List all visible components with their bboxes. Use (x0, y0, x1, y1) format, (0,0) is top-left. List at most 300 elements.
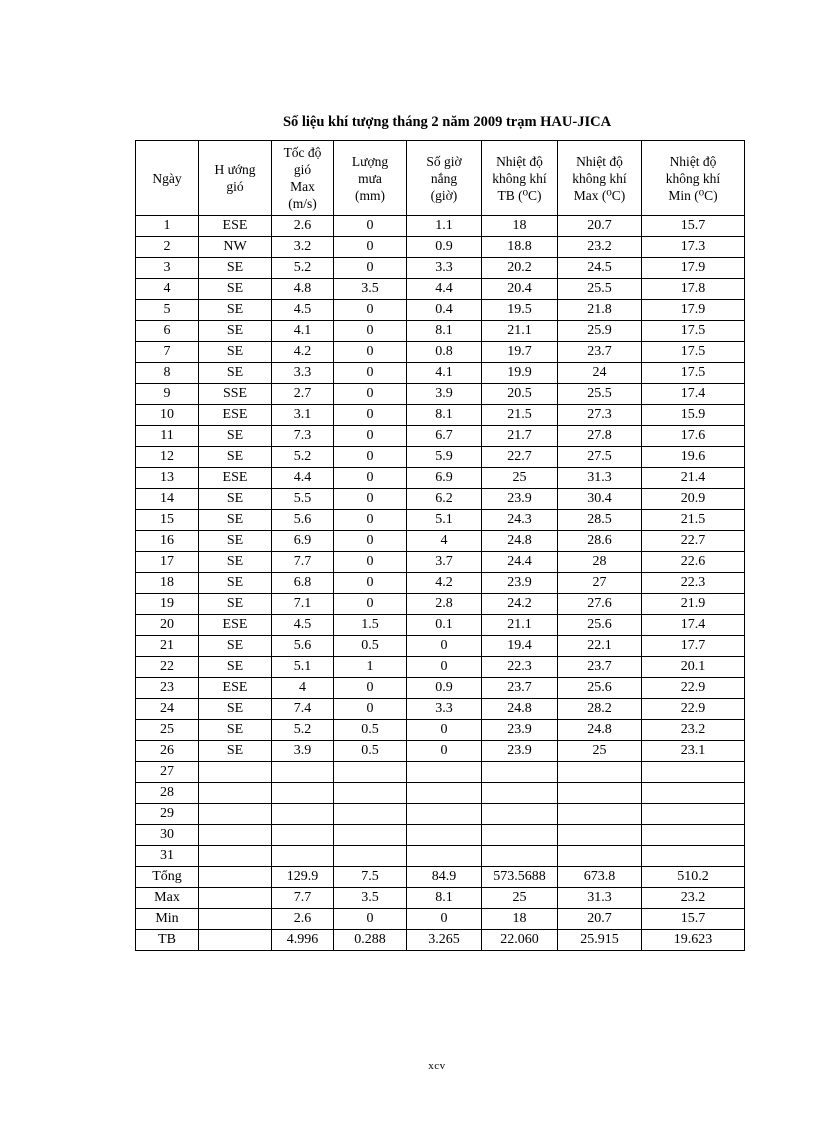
table-row (136, 342, 745, 363)
cell-wind-speed: 4.1 (272, 321, 334, 342)
cell-rainfall: 0 (334, 699, 407, 720)
cell-temp-max: 25.5 (558, 384, 642, 405)
cell-wind-speed: 5.2 (272, 258, 334, 279)
table-body (136, 216, 745, 951)
header-line: Nhiệt độ (669, 153, 717, 169)
cell-temp-min: 17.9 (642, 300, 745, 321)
cell-temp-max: 28 (558, 552, 642, 573)
cell-day: 25 (136, 720, 199, 741)
cell-rainfall: 0 (334, 426, 407, 447)
cell-temp-avg (482, 846, 558, 867)
cell-temp-max: 27.6 (558, 594, 642, 615)
cell-wind-speed: 2.7 (272, 384, 334, 405)
cell-sunshine: 3.3 (407, 699, 482, 720)
table-row (136, 846, 745, 867)
cell-sunshine: 0.9 (407, 237, 482, 258)
cell-rainfall: 0 (334, 300, 407, 321)
cell-wind-direction: ESE (199, 678, 272, 699)
cell-wind-direction: SE (199, 657, 272, 678)
cell-sunshine: 4.2 (407, 573, 482, 594)
cell-day: 22 (136, 657, 199, 678)
cell-temp-min: 17.9 (642, 258, 745, 279)
cell-wind-speed: 129.9 (272, 867, 334, 888)
cell-wind-speed: 4.4 (272, 468, 334, 489)
cell-wind-direction (199, 846, 272, 867)
cell-wind-direction: SE (199, 426, 272, 447)
cell-temp-max: 28.6 (558, 531, 642, 552)
cell-temp-max: 27.5 (558, 447, 642, 468)
cell-day: 7 (136, 342, 199, 363)
cell-day: 23 (136, 678, 199, 699)
cell-wind-direction (199, 930, 272, 951)
cell-rainfall: 1 (334, 657, 407, 678)
cell-rainfall (334, 762, 407, 783)
header-line: Max (290, 179, 315, 194)
table-row (136, 657, 745, 678)
cell-temp-min: 20.9 (642, 489, 745, 510)
cell-wind-speed: 6.8 (272, 573, 334, 594)
cell-wind-speed: 4.8 (272, 279, 334, 300)
cell-temp-min: 17.5 (642, 363, 745, 384)
cell-day: 28 (136, 783, 199, 804)
table-row (136, 489, 745, 510)
cell-wind-speed (272, 846, 334, 867)
cell-day: 6 (136, 321, 199, 342)
cell-temp-max: 24.5 (558, 258, 642, 279)
cell-temp-avg: 18 (482, 216, 558, 237)
cell-rainfall: 0 (334, 258, 407, 279)
cell-temp-avg: 24.8 (482, 699, 558, 720)
cell-sunshine: 3.265 (407, 930, 482, 951)
cell-wind-direction (199, 825, 272, 846)
cell-day: 17 (136, 552, 199, 573)
cell-sunshine (407, 825, 482, 846)
cell-wind-speed (272, 783, 334, 804)
cell-day: 30 (136, 825, 199, 846)
header-row (136, 141, 745, 216)
cell-rainfall: 0 (334, 363, 407, 384)
table-row (136, 615, 745, 636)
cell-wind-direction: SE (199, 594, 272, 615)
header-line: nắng (430, 170, 458, 186)
header-line: mưa (358, 170, 382, 186)
cell-wind-direction: SE (199, 531, 272, 552)
cell-sunshine (407, 846, 482, 867)
cell-wind-direction: SE (199, 510, 272, 531)
cell-rainfall: 0 (334, 552, 407, 573)
cell-temp-max: 23.7 (558, 342, 642, 363)
cell-temp-avg: 22.060 (482, 930, 558, 951)
cell-day: 16 (136, 531, 199, 552)
cell-day: 26 (136, 741, 199, 762)
cell-temp-min (642, 804, 745, 825)
cell-wind-speed: 4.5 (272, 615, 334, 636)
cell-sunshine: 3.7 (407, 552, 482, 573)
cell-temp-min (642, 846, 745, 867)
cell-temp-min: 22.9 (642, 678, 745, 699)
table-row (136, 405, 745, 426)
header-line: Nhiệt độ (496, 153, 543, 169)
cell-sunshine: 4.1 (407, 363, 482, 384)
cell-sunshine: 4.4 (407, 279, 482, 300)
cell-rainfall: 0 (334, 342, 407, 363)
cell-temp-avg: 19.5 (482, 300, 558, 321)
cell-temp-min (642, 783, 745, 804)
cell-wind-speed: 5.2 (272, 447, 334, 468)
cell-sunshine: 5.1 (407, 510, 482, 531)
cell-temp-max: 24 (558, 363, 642, 384)
cell-temp-avg: 23.9 (482, 489, 558, 510)
cell-temp-max: 25.6 (558, 615, 642, 636)
cell-temp-max: 28.2 (558, 699, 642, 720)
cell-temp-min: 15.7 (642, 909, 745, 930)
cell-temp-avg: 23.9 (482, 573, 558, 594)
cell-sunshine: 0.4 (407, 300, 482, 321)
table-row (136, 531, 745, 552)
column-header-day (136, 141, 199, 216)
cell-wind-direction: ESE (199, 216, 272, 237)
cell-sunshine (407, 762, 482, 783)
cell-day: 3 (136, 258, 199, 279)
cell-day: 5 (136, 300, 199, 321)
cell-temp-avg: 21.5 (482, 405, 558, 426)
cell-wind-direction: SE (199, 741, 272, 762)
table-row (136, 384, 745, 405)
cell-rainfall: 0 (334, 447, 407, 468)
column-header-temp-max (558, 141, 642, 216)
cell-temp-avg: 18.8 (482, 237, 558, 258)
table-row (136, 783, 745, 804)
table-row (136, 216, 745, 237)
cell-temp-max: 25.6 (558, 678, 642, 699)
cell-rainfall: 0 (334, 531, 407, 552)
cell-temp-min (642, 825, 745, 846)
cell-rainfall: 0 (334, 909, 407, 930)
cell-temp-avg: 23.9 (482, 741, 558, 762)
cell-temp-avg (482, 762, 558, 783)
cell-wind-speed: 5.2 (272, 720, 334, 741)
cell-rainfall: 0 (334, 573, 407, 594)
cell-day: 2 (136, 237, 199, 258)
cell-rainfall: 0 (334, 321, 407, 342)
page-title: Số liệu khí tượng tháng 2 năm 2009 trạm HAU-JICA (282, 114, 612, 130)
cell-temp-min: 22.6 (642, 552, 745, 573)
cell-day: Tổng (136, 867, 199, 888)
cell-wind-direction: SE (199, 321, 272, 342)
cell-wind-speed: 7.7 (272, 552, 334, 573)
cell-temp-max: 27 (558, 573, 642, 594)
table-row (136, 321, 745, 342)
cell-temp-avg: 22.7 (482, 447, 558, 468)
cell-wind-direction: SE (199, 573, 272, 594)
cell-wind-speed: 3.2 (272, 237, 334, 258)
cell-rainfall: 3.5 (334, 279, 407, 300)
cell-sunshine: 1.1 (407, 216, 482, 237)
cell-temp-min: 23.2 (642, 720, 745, 741)
cell-temp-max: 27.3 (558, 405, 642, 426)
cell-rainfall: 0 (334, 594, 407, 615)
cell-day: 10 (136, 405, 199, 426)
cell-wind-speed (272, 825, 334, 846)
cell-sunshine: 5.9 (407, 447, 482, 468)
cell-temp-max: 25.915 (558, 930, 642, 951)
cell-temp-avg: 23.7 (482, 678, 558, 699)
cell-sunshine: 0.9 (407, 678, 482, 699)
cell-rainfall: 0 (334, 678, 407, 699)
table-row (136, 909, 745, 930)
cell-rainfall: 0 (334, 237, 407, 258)
column-header-rainfall (334, 141, 407, 216)
cell-temp-min: 17.7 (642, 636, 745, 657)
weather-table (135, 140, 745, 951)
header-line: Max (⁰C) (573, 187, 626, 203)
cell-day: 9 (136, 384, 199, 405)
cell-temp-max: 20.7 (558, 216, 642, 237)
cell-temp-max: 673.8 (558, 867, 642, 888)
cell-temp-max: 21.8 (558, 300, 642, 321)
header-line: (giờ) (430, 187, 458, 203)
cell-rainfall: 0 (334, 489, 407, 510)
table-row (136, 573, 745, 594)
cell-temp-avg: 21.1 (482, 321, 558, 342)
cell-wind-speed (272, 804, 334, 825)
cell-temp-max: 28.5 (558, 510, 642, 531)
cell-day: Max (136, 888, 199, 909)
cell-temp-avg: 24.2 (482, 594, 558, 615)
cell-wind-speed: 4 (272, 678, 334, 699)
cell-day: 31 (136, 846, 199, 867)
cell-temp-min: 15.7 (642, 216, 745, 237)
cell-temp-max: 23.7 (558, 657, 642, 678)
cell-temp-max: 31.3 (558, 468, 642, 489)
cell-temp-avg: 24.3 (482, 510, 558, 531)
cell-temp-avg (482, 783, 558, 804)
cell-temp-min: 21.4 (642, 468, 745, 489)
cell-wind-direction: SE (199, 363, 272, 384)
cell-temp-max: 23.2 (558, 237, 642, 258)
cell-day: 18 (136, 573, 199, 594)
cell-day: 4 (136, 279, 199, 300)
cell-temp-max (558, 762, 642, 783)
cell-temp-max (558, 804, 642, 825)
cell-temp-min: 21.9 (642, 594, 745, 615)
cell-wind-direction (199, 762, 272, 783)
cell-sunshine: 6.7 (407, 426, 482, 447)
table-row (136, 279, 745, 300)
cell-temp-avg: 21.7 (482, 426, 558, 447)
cell-wind-direction: ESE (199, 468, 272, 489)
cell-day: 19 (136, 594, 199, 615)
cell-wind-speed: 4.996 (272, 930, 334, 951)
column-header-temp-min (642, 141, 745, 216)
cell-day: 29 (136, 804, 199, 825)
table-row (136, 468, 745, 489)
table-row (136, 447, 745, 468)
table-row (136, 678, 745, 699)
table-row (136, 510, 745, 531)
cell-temp-avg: 21.1 (482, 615, 558, 636)
cell-day: 14 (136, 489, 199, 510)
cell-temp-max (558, 825, 642, 846)
cell-temp-min: 23.2 (642, 888, 745, 909)
cell-temp-min: 17.3 (642, 237, 745, 258)
cell-temp-min: 17.8 (642, 279, 745, 300)
cell-temp-min: 19.6 (642, 447, 745, 468)
header-line: không khí (492, 170, 547, 186)
cell-temp-max: 22.1 (558, 636, 642, 657)
cell-rainfall: 0 (334, 405, 407, 426)
cell-rainfall (334, 825, 407, 846)
cell-day: Min (136, 909, 199, 930)
header-line: gió (226, 179, 244, 194)
cell-wind-speed: 5.1 (272, 657, 334, 678)
cell-temp-max: 25.9 (558, 321, 642, 342)
table-row (136, 825, 745, 846)
cell-sunshine: 0.1 (407, 615, 482, 636)
cell-day: 8 (136, 363, 199, 384)
cell-day: 15 (136, 510, 199, 531)
cell-wind-direction: SE (199, 489, 272, 510)
cell-wind-speed: 6.9 (272, 531, 334, 552)
column-header-sunshine-hours (407, 141, 482, 216)
cell-wind-direction: NW (199, 237, 272, 258)
cell-wind-speed: 7.4 (272, 699, 334, 720)
table-row (136, 762, 745, 783)
table-row (136, 258, 745, 279)
cell-wind-speed: 7.7 (272, 888, 334, 909)
cell-day: TB (136, 930, 199, 951)
cell-wind-speed: 7.3 (272, 426, 334, 447)
header-line: Lượng (351, 153, 389, 169)
cell-temp-max: 25 (558, 741, 642, 762)
cell-wind-direction: SE (199, 279, 272, 300)
table-row (136, 720, 745, 741)
cell-temp-min: 22.7 (642, 531, 745, 552)
table-row (136, 699, 745, 720)
cell-temp-min: 510.2 (642, 867, 745, 888)
cell-wind-speed: 3.9 (272, 741, 334, 762)
header-line: Ngày (152, 170, 182, 186)
cell-sunshine: 6.2 (407, 489, 482, 510)
table-row (136, 363, 745, 384)
cell-temp-min: 23.1 (642, 741, 745, 762)
cell-temp-min: 15.9 (642, 405, 745, 426)
header-line: không khí (572, 170, 627, 186)
cell-temp-min: 22.9 (642, 699, 745, 720)
cell-wind-direction (199, 888, 272, 909)
cell-temp-avg: 573.5688 (482, 867, 558, 888)
column-header-wind-direction (199, 141, 272, 216)
column-header-temp-avg (482, 141, 558, 216)
cell-rainfall: 3.5 (334, 888, 407, 909)
cell-wind-direction: SE (199, 636, 272, 657)
cell-temp-avg: 24.4 (482, 552, 558, 573)
cell-sunshine: 0.8 (407, 342, 482, 363)
cell-wind-speed (272, 762, 334, 783)
cell-rainfall: 1.5 (334, 615, 407, 636)
cell-sunshine: 8.1 (407, 405, 482, 426)
cell-rainfall: 0.5 (334, 636, 407, 657)
cell-temp-max: 31.3 (558, 888, 642, 909)
cell-sunshine: 8.1 (407, 888, 482, 909)
cell-temp-max (558, 783, 642, 804)
cell-temp-max: 27.8 (558, 426, 642, 447)
cell-sunshine (407, 804, 482, 825)
table-row (136, 300, 745, 321)
cell-temp-min: 17.5 (642, 342, 745, 363)
cell-wind-speed: 2.6 (272, 909, 334, 930)
cell-temp-avg: 23.9 (482, 720, 558, 741)
cell-sunshine: 3.9 (407, 384, 482, 405)
cell-temp-min: 17.5 (642, 321, 745, 342)
cell-day: 13 (136, 468, 199, 489)
cell-sunshine: 0 (407, 909, 482, 930)
table-row (136, 804, 745, 825)
cell-temp-avg: 19.7 (482, 342, 558, 363)
cell-wind-direction (199, 783, 272, 804)
table-row (136, 636, 745, 657)
cell-rainfall (334, 783, 407, 804)
cell-wind-direction (199, 804, 272, 825)
cell-wind-direction: SE (199, 552, 272, 573)
cell-sunshine: 4 (407, 531, 482, 552)
header-line: (mm) (355, 187, 385, 203)
cell-day: 24 (136, 699, 199, 720)
cell-wind-speed: 4.5 (272, 300, 334, 321)
cell-sunshine (407, 783, 482, 804)
cell-wind-speed: 3.1 (272, 405, 334, 426)
cell-wind-speed: 2.6 (272, 216, 334, 237)
cell-wind-direction (199, 909, 272, 930)
cell-temp-min: 17.4 (642, 384, 745, 405)
header-line: TB (⁰C) (497, 187, 542, 203)
cell-temp-avg: 19.9 (482, 363, 558, 384)
header-line: Số giờ (426, 153, 462, 169)
cell-sunshine: 3.3 (407, 258, 482, 279)
cell-temp-min (642, 762, 745, 783)
cell-temp-avg: 24.8 (482, 531, 558, 552)
cell-day: 12 (136, 447, 199, 468)
cell-temp-min: 17.6 (642, 426, 745, 447)
cell-day: 27 (136, 762, 199, 783)
table-row (136, 237, 745, 258)
cell-temp-avg (482, 804, 558, 825)
cell-sunshine: 0 (407, 741, 482, 762)
cell-temp-max: 30.4 (558, 489, 642, 510)
header-line: Tốc độ (283, 145, 322, 160)
header-line: H ướng (214, 162, 256, 177)
cell-temp-max: 25.5 (558, 279, 642, 300)
cell-sunshine: 0 (407, 657, 482, 678)
cell-wind-direction: SE (199, 699, 272, 720)
table-row (136, 741, 745, 762)
cell-sunshine: 0 (407, 636, 482, 657)
cell-temp-min: 22.3 (642, 573, 745, 594)
table-row (136, 888, 745, 909)
header-line: gió (293, 162, 312, 177)
table-row (136, 552, 745, 573)
cell-rainfall: 0 (334, 510, 407, 531)
cell-wind-direction: SE (199, 300, 272, 321)
column-header-wind-speed (272, 141, 334, 216)
cell-temp-min: 17.4 (642, 615, 745, 636)
cell-wind-speed: 3.3 (272, 363, 334, 384)
cell-day: 1 (136, 216, 199, 237)
cell-wind-direction (199, 867, 272, 888)
cell-temp-avg: 19.4 (482, 636, 558, 657)
cell-temp-max: 20.7 (558, 909, 642, 930)
cell-temp-avg: 25 (482, 468, 558, 489)
